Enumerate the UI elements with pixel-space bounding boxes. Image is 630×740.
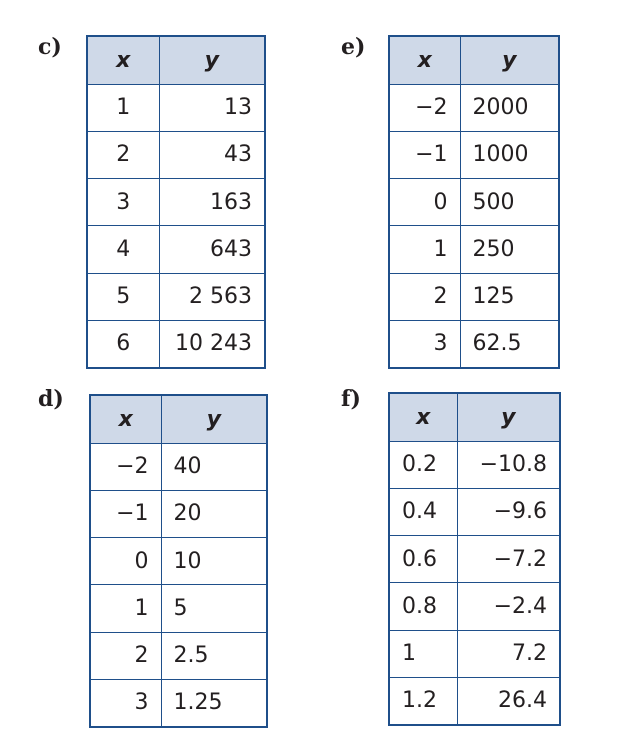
x-cell: 0.6 [389, 536, 457, 583]
x-cell: 6 [87, 320, 159, 367]
x-cell: 2 [90, 632, 161, 679]
x-cell: 4 [87, 226, 159, 273]
table-row [87, 131, 265, 178]
x-cell: 1 [90, 585, 161, 632]
y-cell: 643 [159, 226, 265, 273]
table-row [389, 179, 559, 226]
x-cell: 1 [389, 226, 460, 273]
x-cell: 2 [389, 273, 460, 320]
x-cell: 3 [87, 179, 159, 226]
table-row [389, 677, 560, 724]
y-cell: 500 [460, 179, 559, 226]
y-cell: 1000 [460, 131, 559, 178]
x-cell: 0.8 [389, 583, 457, 630]
x-cell: 1 [87, 84, 159, 131]
y-cell: 2000 [460, 84, 559, 131]
y-cell: 1.25 [161, 679, 267, 726]
table-row [389, 131, 559, 178]
y-cell: 10 243 [159, 320, 265, 367]
x-cell: 1 [389, 630, 457, 677]
y-cell: −2.4 [457, 583, 560, 630]
x-cell: 2 [87, 131, 159, 178]
table-row [389, 488, 560, 535]
y-cell: −7.2 [457, 536, 560, 583]
part-label-c: c) [38, 34, 62, 60]
y-cell: 2.5 [161, 632, 267, 679]
x-cell: −2 [90, 443, 161, 490]
x-cell: 0 [389, 179, 460, 226]
table-e [388, 35, 560, 369]
table-row [389, 320, 559, 367]
x-cell: 0.4 [389, 488, 457, 535]
x-cell: 5 [87, 273, 159, 320]
y-cell: 7.2 [457, 630, 560, 677]
table-row [87, 273, 265, 320]
table-row [90, 490, 267, 537]
part-label-f: f) [341, 386, 361, 412]
y-cell: −10.8 [457, 441, 560, 488]
column-header-x: x [389, 393, 457, 441]
table-row [87, 226, 265, 273]
y-cell: 13 [159, 84, 265, 131]
x-cell: 3 [90, 679, 161, 726]
y-cell: 40 [161, 443, 267, 490]
table-row [90, 679, 267, 726]
y-cell: −9.6 [457, 488, 560, 535]
column-header-y: y [460, 36, 559, 84]
y-cell: 20 [161, 490, 267, 537]
y-cell: 250 [460, 226, 559, 273]
x-cell: −1 [90, 490, 161, 537]
x-cell: 0.2 [389, 441, 457, 488]
table-row [389, 583, 560, 630]
table-f [388, 392, 561, 726]
table-row [389, 84, 559, 131]
table-row [90, 443, 267, 490]
y-cell: 2 563 [159, 273, 265, 320]
y-cell: 26.4 [457, 677, 560, 724]
y-cell: 62.5 [460, 320, 559, 367]
part-label-d: d) [38, 386, 64, 412]
column-header-y: y [161, 395, 267, 443]
table-row [389, 441, 560, 488]
table-d [89, 394, 268, 728]
y-cell: 43 [159, 131, 265, 178]
table-row [389, 273, 559, 320]
x-cell: 3 [389, 320, 460, 367]
part-label-e: e) [341, 34, 366, 60]
column-header-x: x [389, 36, 460, 84]
x-cell: −2 [389, 84, 460, 131]
x-cell: −1 [389, 131, 460, 178]
y-cell: 10 [161, 538, 267, 585]
column-header-y: y [457, 393, 560, 441]
table-row [87, 179, 265, 226]
table-row [389, 630, 560, 677]
y-cell: 163 [159, 179, 265, 226]
table-c [86, 35, 266, 369]
table-row [90, 585, 267, 632]
table-row [389, 536, 560, 583]
column-header-x: x [90, 395, 161, 443]
x-cell: 0 [90, 538, 161, 585]
y-cell: 125 [460, 273, 559, 320]
table-row [90, 632, 267, 679]
table-row [389, 226, 559, 273]
column-header-y: y [159, 36, 265, 84]
table-row [90, 538, 267, 585]
x-cell: 1.2 [389, 677, 457, 724]
table-row [87, 84, 265, 131]
column-header-x: x [87, 36, 159, 84]
table-row [87, 320, 265, 367]
y-cell: 5 [161, 585, 267, 632]
